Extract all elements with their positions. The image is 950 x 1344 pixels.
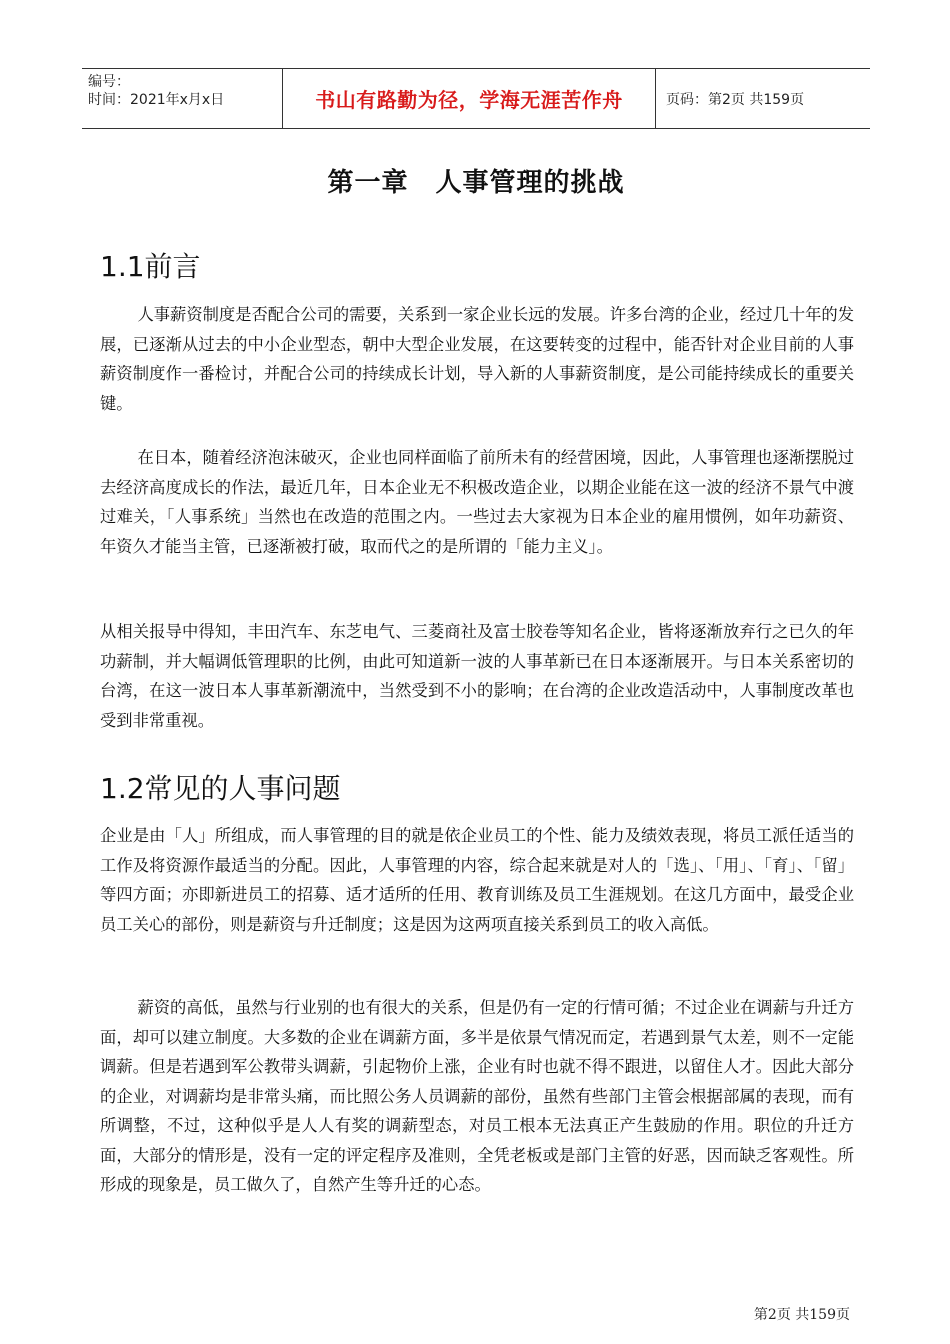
- document-number-label: 编号：: [88, 74, 130, 90]
- header-motto: 书山有路勤为径，学海无涯苦作舟: [282, 69, 656, 128]
- paragraph: 从相关报导中得知，丰田汽车、东芝电气、三菱商社及富士胶卷等知名企业，皆将逐渐放弃行之已久的年功薪制，并大幅调低管理职的比例，由此可知道新一波的人事革新已在日本逐渐展开。与日本关系密切的台湾，在这一波日本人事革新潮流中，当然受到不小的影响；在台湾的企业改造活动中，人事制度改革也受到非常重视。: [100, 622, 854, 730]
- document-date-label: 时间：2021年x月x日: [88, 92, 225, 108]
- section-heading-preface: 1.1前言: [100, 250, 201, 283]
- chapter-title: 第一章 人事管理的挑战: [327, 168, 625, 198]
- header-page-number: 页码：第2页 共159页: [666, 91, 805, 108]
- section-heading-common-issues: 1.2常见的人事问题: [100, 772, 341, 805]
- paragraph: 在日本，随着经济泡沫破灭，企业也同样面临了前所未有的经营困境，因此，人事管理也逐渐摆脱过去经济高度成长的作法，最近几年，日本企业无不积极改造企业，以期企业能在这一波的经济不景气中渡过难关，「人事系统」当然也在改造的范围之内。一些过去大家视为日本企业的雇用惯例，如年功薪资、年资久才能当主管，已逐渐被打破，取而代之的是所谓的「能力主义」。: [100, 448, 854, 556]
- header-meta: [82, 69, 282, 128]
- paragraph: 薪资的高低，虽然与行业别的也有很大的关系，但是仍有一定的行情可循；不过企业在调薪与升迁方面，却可以建立制度。大多数的企业在调薪方面，多半是依景气情况而定，若遇到景气太差，则不一定能调薪。但是若遇到军公教带头调薪，引起物价上涨，企业有时也就不得不跟进，以留住人才。因此大部分的企业，对调薪均是非常头痛，而比照公务人员调薪的部份，虽然有些部门主管会根据部属的表现，而有所调整，不过，这种似乎是人人有奖的调薪型态，对员工根本无法真正产生鼓励的作用。职位的升迁方面，大部分的情形是，没有一定的评定程序及准则，全凭老板或是部门主管的好恶，因而缺乏客观性。所形成的现象是，员工做久了，自然产生等升迁的心态。: [100, 998, 854, 1194]
- page-header: [82, 68, 870, 129]
- paragraph: 人事薪资制度是否配合公司的需要，关系到一家企业长远的发展。许多台湾的企业，经过几十年的发展，已逐渐从过去的中小企业型态，朝中大型企业发展，在这要转变的过程中，能否针对企业目前的人事薪资制度作一番检讨，并配合公司的持续成长计划，导入新的人事薪资制度，是公司能持续成长的重要关键。: [100, 305, 854, 413]
- paragraph: 企业是由「人」所组成，而人事管理的目的就是依企业员工的个性、能力及绩效表现，将员工派任适当的工作及将资源作最适当的分配。因此，人事管理的内容，综合起来就是对人的「选」、「用」、「育」、「留」等四方面；亦即新进员工的招募、适才适所的任用、教育训练及员工生涯规划。在这几方面中，最受企业员工关心的部份，则是薪资与升迁制度；这是因为这两项直接关系到员工的收入高低。: [100, 826, 854, 934]
- page-footer-number: 第2页 共159页: [753, 1307, 850, 1323]
